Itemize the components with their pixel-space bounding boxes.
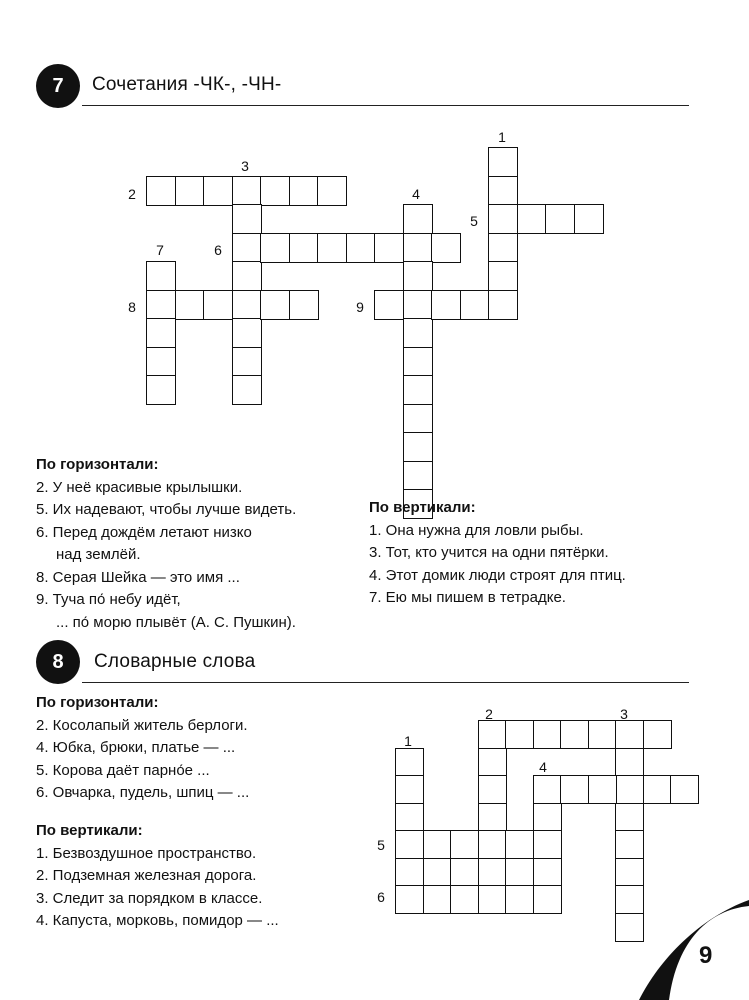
clue-number: 1 — [404, 733, 412, 749]
crossword-cell[interactable] — [146, 176, 176, 206]
clue-line: 4. Юбка, брюки, платье — ... — [36, 739, 236, 756]
crossword-cell[interactable] — [505, 720, 534, 749]
crossword-cell[interactable] — [289, 290, 319, 320]
down-heading: По вертикали: — [36, 822, 143, 839]
crossword-cell[interactable] — [615, 720, 644, 749]
clue-line: 3. Следит за порядком в классе. — [36, 889, 263, 907]
exercise-7-title: Сочетания -ЧК-, -ЧН- — [92, 74, 282, 95]
crossword-cell[interactable] — [403, 261, 433, 291]
crossword-cell[interactable] — [232, 261, 262, 291]
crossword-cell[interactable] — [505, 885, 534, 914]
crossword-cell[interactable] — [588, 720, 617, 749]
crossword-cell[interactable] — [403, 290, 433, 320]
page-number-badge — [639, 900, 749, 1000]
crossword-cell[interactable] — [232, 318, 262, 348]
crossword-cell[interactable] — [423, 858, 452, 887]
crossword-cell[interactable] — [478, 775, 507, 804]
clue-number: 5 — [470, 213, 478, 229]
crossword-cell[interactable] — [533, 885, 562, 914]
crossword-cell[interactable] — [289, 176, 319, 206]
page-number: 9 — [699, 942, 713, 969]
crossword-cell[interactable] — [403, 432, 433, 462]
exercise-7-badge — [36, 64, 80, 108]
exercise-7-across-clues — [36, 454, 296, 634]
crossword-cell[interactable] — [232, 347, 262, 377]
crossword-cell[interactable] — [403, 461, 433, 491]
crossword-cell[interactable] — [615, 748, 644, 777]
clue-number: 9 — [356, 299, 364, 315]
crossword-cell[interactable] — [488, 176, 518, 206]
crossword-cell[interactable] — [146, 290, 176, 320]
clue-number: 5 — [377, 837, 385, 853]
clue-line: 2. Косолапый житель берлоги. — [36, 716, 248, 734]
clue-number: 3 — [620, 706, 628, 722]
crossword-cell[interactable] — [403, 233, 433, 263]
exercise-8-rule — [82, 682, 689, 683]
crossword-cell[interactable] — [478, 885, 507, 914]
clue-number: 4 — [412, 186, 420, 202]
clue-line: ... по́ морю плывёт (А. С. Пушкин). — [56, 613, 296, 631]
crossword-cell[interactable] — [505, 830, 534, 859]
crossword-cell[interactable] — [146, 347, 176, 377]
crossword-cell[interactable] — [488, 204, 518, 234]
crossword-cell[interactable] — [560, 720, 589, 749]
crossword-cell[interactable] — [232, 290, 262, 320]
crossword-cell[interactable] — [488, 147, 518, 177]
crossword-cell[interactable] — [615, 830, 644, 859]
crossword-cell[interactable] — [533, 830, 562, 859]
crossword-cell[interactable] — [203, 176, 233, 206]
clue-line: 6. Овчарка, пудель, шпиц — ... — [36, 784, 250, 801]
crossword-cell[interactable] — [175, 176, 205, 206]
clue-line: 1. Она нужна для ловли рыбы. — [369, 521, 584, 539]
clue-number: 1 — [498, 129, 506, 145]
crossword-cell[interactable] — [533, 775, 562, 804]
clue-line: 5. Их надевают, чтобы лучше видеть. — [36, 501, 297, 518]
crossword-cell[interactable] — [260, 233, 290, 263]
crossword-cell[interactable] — [395, 748, 424, 777]
across-heading: По горизонтали: — [36, 456, 159, 473]
clue-line: 6. Перед дождём летают низко — [36, 523, 252, 541]
crossword-cell[interactable] — [403, 204, 433, 234]
clue-line: над землёй. — [56, 546, 141, 563]
clue-line: 2. Подземная железная дорога. — [36, 867, 257, 884]
crossword-cell[interactable] — [643, 775, 672, 804]
clue-number: 2 — [485, 706, 493, 722]
crossword-cell[interactable] — [146, 375, 176, 405]
crossword-cell[interactable] — [478, 748, 507, 777]
exercise-7-rule — [82, 105, 689, 106]
crossword-cell[interactable] — [403, 347, 433, 377]
crossword-cell[interactable] — [395, 775, 424, 804]
exercise-8-across-clues — [36, 692, 249, 805]
crossword-cell[interactable] — [289, 233, 319, 263]
clue-number: 4 — [539, 759, 547, 775]
crossword-cell[interactable] — [517, 204, 547, 234]
down-heading: По вертикали: — [369, 499, 476, 516]
clue-number: 6 — [214, 242, 222, 258]
crossword-cell[interactable] — [488, 290, 518, 320]
crossword-cell[interactable] — [615, 775, 644, 804]
clue-number: 2 — [128, 186, 136, 202]
crossword-cell[interactable] — [670, 775, 699, 804]
crossword-cell[interactable] — [403, 375, 433, 405]
clue-number: 6 — [377, 889, 385, 905]
crossword-cell[interactable] — [431, 290, 461, 320]
clue-line: 3. Тот, кто учится на одни пятёрки. — [369, 544, 609, 561]
crossword-cell[interactable] — [317, 176, 347, 206]
crossword-cell[interactable] — [374, 290, 404, 320]
clue-line: 7. Ею мы пишем в тетрадке. — [369, 589, 566, 606]
crossword-cell[interactable] — [450, 858, 479, 887]
crossword-cell[interactable] — [431, 233, 461, 263]
crossword-cell[interactable] — [478, 830, 507, 859]
crossword-cell[interactable] — [478, 803, 507, 832]
crossword-cell[interactable] — [423, 885, 452, 914]
exercise-8-badge — [36, 640, 80, 684]
crossword-cell[interactable] — [203, 290, 233, 320]
crossword-cell[interactable] — [574, 204, 604, 234]
exercise-8-number: 8 — [52, 650, 64, 673]
crossword-cell[interactable] — [545, 204, 575, 234]
clue-line: 9. Туча по́ небу идёт, — [36, 591, 181, 608]
crossword-cell[interactable] — [615, 803, 644, 832]
crossword-cell[interactable] — [317, 233, 347, 263]
crossword-cell[interactable] — [395, 885, 424, 914]
crossword-cell[interactable] — [488, 261, 518, 291]
clue-line: 5. Корова даёт парно́е ... — [36, 761, 210, 779]
crossword-cell[interactable] — [395, 803, 424, 832]
crossword-cell[interactable] — [175, 290, 205, 320]
crossword-cell[interactable] — [403, 404, 433, 434]
across-heading: По горизонтали: — [36, 694, 159, 711]
crossword-cell[interactable] — [615, 858, 644, 887]
exercise-8-down-clues — [36, 820, 279, 933]
crossword-cell[interactable] — [450, 885, 479, 914]
clue-line: 1. Безвоздушное пространство. — [36, 844, 257, 862]
clue-line: 4. Этот домик люди строят для птиц. — [369, 566, 626, 584]
crossword-cell[interactable] — [643, 720, 672, 749]
crossword-cell[interactable] — [560, 775, 589, 804]
crossword-cell[interactable] — [260, 176, 290, 206]
exercise-7-down-clues — [369, 497, 626, 610]
crossword-cell[interactable] — [146, 261, 176, 291]
crossword-cell[interactable] — [395, 830, 424, 859]
crossword-cell[interactable] — [505, 858, 534, 887]
crossword-cell[interactable] — [403, 318, 433, 348]
crossword-cell[interactable] — [533, 720, 562, 749]
crossword-cell[interactable] — [260, 290, 290, 320]
crossword-cell[interactable] — [423, 830, 452, 859]
crossword-cell[interactable] — [533, 858, 562, 887]
crossword-cell[interactable] — [478, 720, 507, 749]
crossword-cell[interactable] — [460, 290, 490, 320]
clue-line: 4. Капуста, морковь, помидор — ... — [36, 912, 279, 929]
crossword-cell[interactable] — [232, 233, 262, 263]
crossword-cell[interactable] — [232, 375, 262, 405]
crossword-cell[interactable] — [146, 318, 176, 348]
exercise-7-number: 7 — [52, 74, 64, 97]
exercise-8-title: Словарные слова — [94, 651, 256, 672]
clue-number: 8 — [128, 299, 136, 315]
crossword-cell[interactable] — [488, 233, 518, 263]
crossword-cell[interactable] — [450, 830, 479, 859]
clue-line: 2. У неё красивые крылышки. — [36, 478, 243, 496]
crossword-cell[interactable] — [588, 775, 617, 804]
crossword-cell[interactable] — [478, 858, 507, 887]
clue-number: 7 — [156, 242, 164, 258]
crossword-cell[interactable] — [346, 233, 376, 263]
crossword-cell[interactable] — [533, 803, 562, 832]
clue-line: 8. Серая Шейка — это имя ... — [36, 568, 240, 586]
crossword-cell[interactable] — [374, 233, 404, 263]
crossword-cell[interactable] — [232, 176, 262, 206]
crossword-cell[interactable] — [395, 858, 424, 887]
clue-number: 3 — [241, 158, 249, 174]
crossword-cell[interactable] — [232, 204, 262, 234]
